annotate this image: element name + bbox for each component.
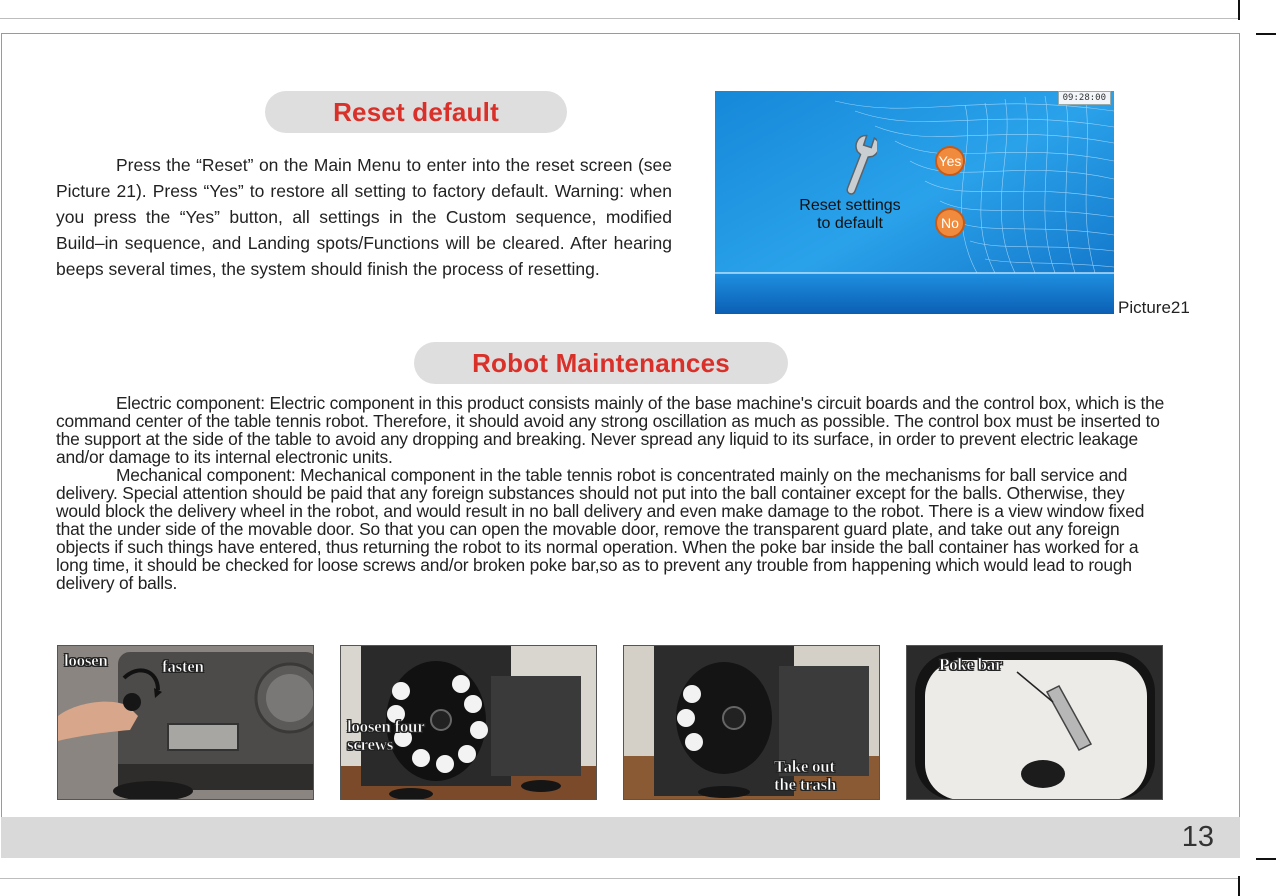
reset-prompt bbox=[785, 197, 915, 233]
trash-removal-illustration bbox=[624, 646, 880, 800]
yes-button[interactable]: Yes bbox=[935, 146, 965, 176]
screws-label: screws bbox=[347, 735, 394, 754]
electric-paragraph bbox=[56, 394, 1168, 466]
footer-band bbox=[1, 817, 1240, 858]
no-button[interactable]: No bbox=[935, 208, 965, 238]
crop-mark-right-bottom bbox=[1256, 858, 1276, 860]
reset-screen-picture bbox=[715, 91, 1114, 314]
take-out-label: Take out bbox=[774, 757, 835, 776]
loosen-four-label: loosen four bbox=[347, 717, 425, 736]
mechanical-paragraph bbox=[56, 466, 1168, 592]
clock-readout: 09:28:00 bbox=[1058, 91, 1111, 105]
page-number: 13 bbox=[1181, 821, 1214, 853]
crop-line-bottom bbox=[0, 878, 1240, 879]
picture-caption: Picture21 bbox=[1118, 298, 1190, 317]
photo-control-knob bbox=[57, 645, 314, 800]
fasten-label: fasten bbox=[162, 657, 204, 676]
reset-section-title: Reset default bbox=[265, 91, 567, 133]
wrench-icon bbox=[843, 131, 877, 201]
photo-poke-bar bbox=[906, 645, 1163, 800]
loosen-label: loosen bbox=[64, 651, 108, 670]
poke-bar-label: Poke bar bbox=[939, 655, 1003, 674]
mechanical-text: Mechanical component: Mechanical component in the table tennis robot is concentrated mainly on the mechanisms for ball service and delivery. Special attention should be paid that any foreign substances should not put into the ball container except for the balls. Otherwise, they would block the delivery wheel in the robot, and would result in no ball delivery and even make damage to the robot. There is a view window fixed that the under side of the movable door. So that you can open the movable door, remove the transparent guard plate, and take out any foreign objects if such things have entered, thus returning the robot to its normal operation. When the poke bar inside the ball container has worked for a long time, it should be checked for loose screws and/or broken poke bar,so as to prevent any trouble from happening which would lead to rough delivery of balls. bbox=[56, 465, 1145, 593]
electric-text: Electric component: Electric component in this product consists mainly of the base machine's circuit boards and the control box, which is the command center of the table tennis robot. Therefore, it should avoid any strong oscillation as much as possible. The control box must be inserted to the support at the side of the table to avoid any dropping and breaking. Never spread any liquid to its surface, in order to prevent electric leakage and/or damage to its internal electronic units. bbox=[56, 393, 1165, 467]
reset-section-body bbox=[56, 152, 672, 282]
crop-mark-right-top bbox=[1256, 33, 1276, 35]
maintenance-section-title: Robot Maintenances bbox=[414, 342, 788, 384]
crop-line-top bbox=[0, 18, 1240, 19]
crop-mark-bottom bbox=[1238, 876, 1240, 896]
the-trash-label: the trash bbox=[774, 775, 836, 794]
reset-prompt-line-1: Reset settings bbox=[799, 197, 901, 214]
maintenance-section-body bbox=[56, 394, 1168, 592]
reset-prompt-line-2: to default bbox=[817, 215, 883, 232]
photo-take-out-trash bbox=[623, 645, 880, 800]
photo-ball-container-screws bbox=[340, 645, 597, 800]
crop-mark-top bbox=[1238, 0, 1240, 20]
reset-body-text: Press the “Reset” on the Main Menu to enter into the reset screen (see Picture 21). Press “Yes” to restore all setting to factory default. Warning: when you press the “Yes” button, all settings in the Custom sequence, modified Build–in sequence, and Landing spots/Functions will be cleared. After hearing beeps several times, the system should finish the process of resetting. bbox=[56, 155, 672, 279]
